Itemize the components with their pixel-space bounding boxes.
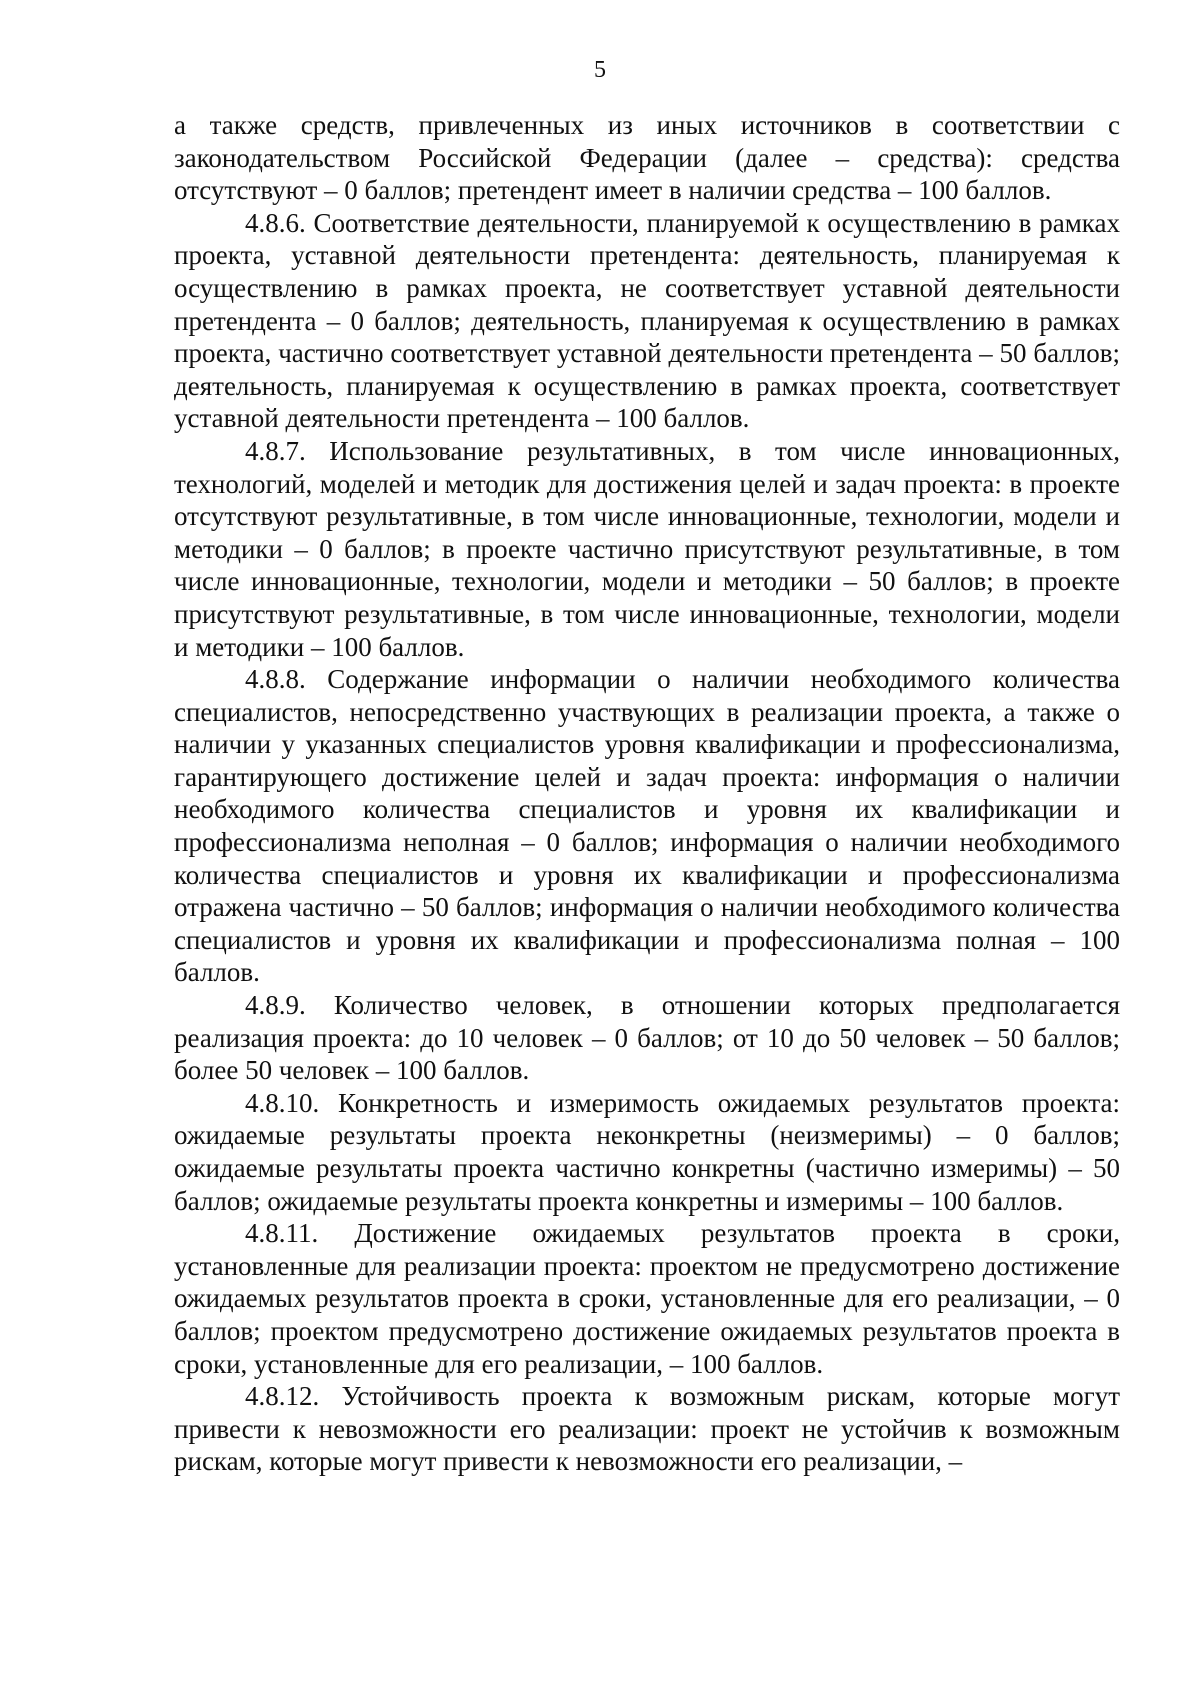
document-body — [174, 109, 1120, 1478]
paragraph-4-8-9: 4.8.9. Количество человек, в отношении которых предполагается реализация проекта: до 10 человек – 0 баллов; от 10 до 50 человек – 50 баллов; более 50 человек – 100 баллов. — [174, 990, 1120, 1086]
paragraph-4-8-10: 4.8.10. Конкретность и измеримость ожидаемых результатов проекта: ожидаемые результаты проекта неконкретны (неизмеримы) – 0 баллов; ожидаемые результаты проекта частично конкретны (частично измеримы) – 50 баллов; ожидаемые результаты проекта конкретны и измеримы – 100 баллов. — [174, 1087, 1120, 1216]
paragraph-4-8-12: 4.8.12. Устойчивость проекта к возможным рискам, которые могут привести к невозможности его реализации: проект не устойчив к возможным рискам, которые могут привести к невозможности его реализации, – — [174, 1381, 1120, 1477]
paragraph-continuation: а также средств, привлеченных из иных источников в соответствии с законодательством Российской Федерации (далее – средства): средства отсутствуют – 0 баллов; претендент имеет в наличии средства – 100 баллов. — [174, 110, 1120, 206]
paragraph-4-8-11: 4.8.11. Достижение ожидаемых результатов проекта в сроки, установленные для реализации проекта: проектом не предусмотрено достижение ожидаемых результатов проекта в сроки, установленные для его реализации, – 0 баллов; проектом предусмотрено достижение ожидаемых результатов проекта в сроки, установленные для его реализации, – 100 баллов. — [174, 1218, 1120, 1379]
page-number: 5 — [594, 57, 606, 83]
paragraph-4-8-8: 4.8.8. Содержание информации о наличии необходимого количества специалистов, непосредственно участвующих в реализации проекта, а также о наличии у указанных специалистов уровня квалификации и профессионализма, гарантирующего достижение целей и задач проекта: информация о наличии необходимого количества специалистов и уровня их квалификации и профессионализма неполная – 0 баллов; информация о наличии необходимого количества специалистов и уровня их квалификации и профессионализма отражена частично – 50 баллов; информация о наличии необходимого количества специалистов и уровня их квалификации и профессионализма полная – 100 баллов. — [174, 664, 1120, 988]
paragraph-4-8-6: 4.8.6. Соответствие деятельности, планируемой к осуществлению в рамках проекта, уставной деятельности претендента: деятельность, планируемая к осуществлению в рамках проекта, не соответствует уставной деятельности претендента – 0 баллов; деятельность, планируемая к осуществлению в рамках проекта, частично соответствует уставной деятельности претендента – 50 баллов; деятельность, планируемая к осуществлению в рамках проекта, соответствует уставной деятельности претендента – 100 баллов. — [174, 207, 1120, 434]
paragraph-4-8-7: 4.8.7. Использование результативных, в том числе инновационных, технологий, моделей и методик для достижения целей и задач проекта: в проекте отсутствуют результативные, в том числе инновационные, технологии, модели и методики – 0 баллов; в проекте частично присутствуют результативные, в том числе инновационные, технологии, модели и методики – 50 баллов; в проекте присутствуют результативные, в том числе инновационные, технологии, модели и методики – 100 баллов. — [174, 435, 1120, 662]
